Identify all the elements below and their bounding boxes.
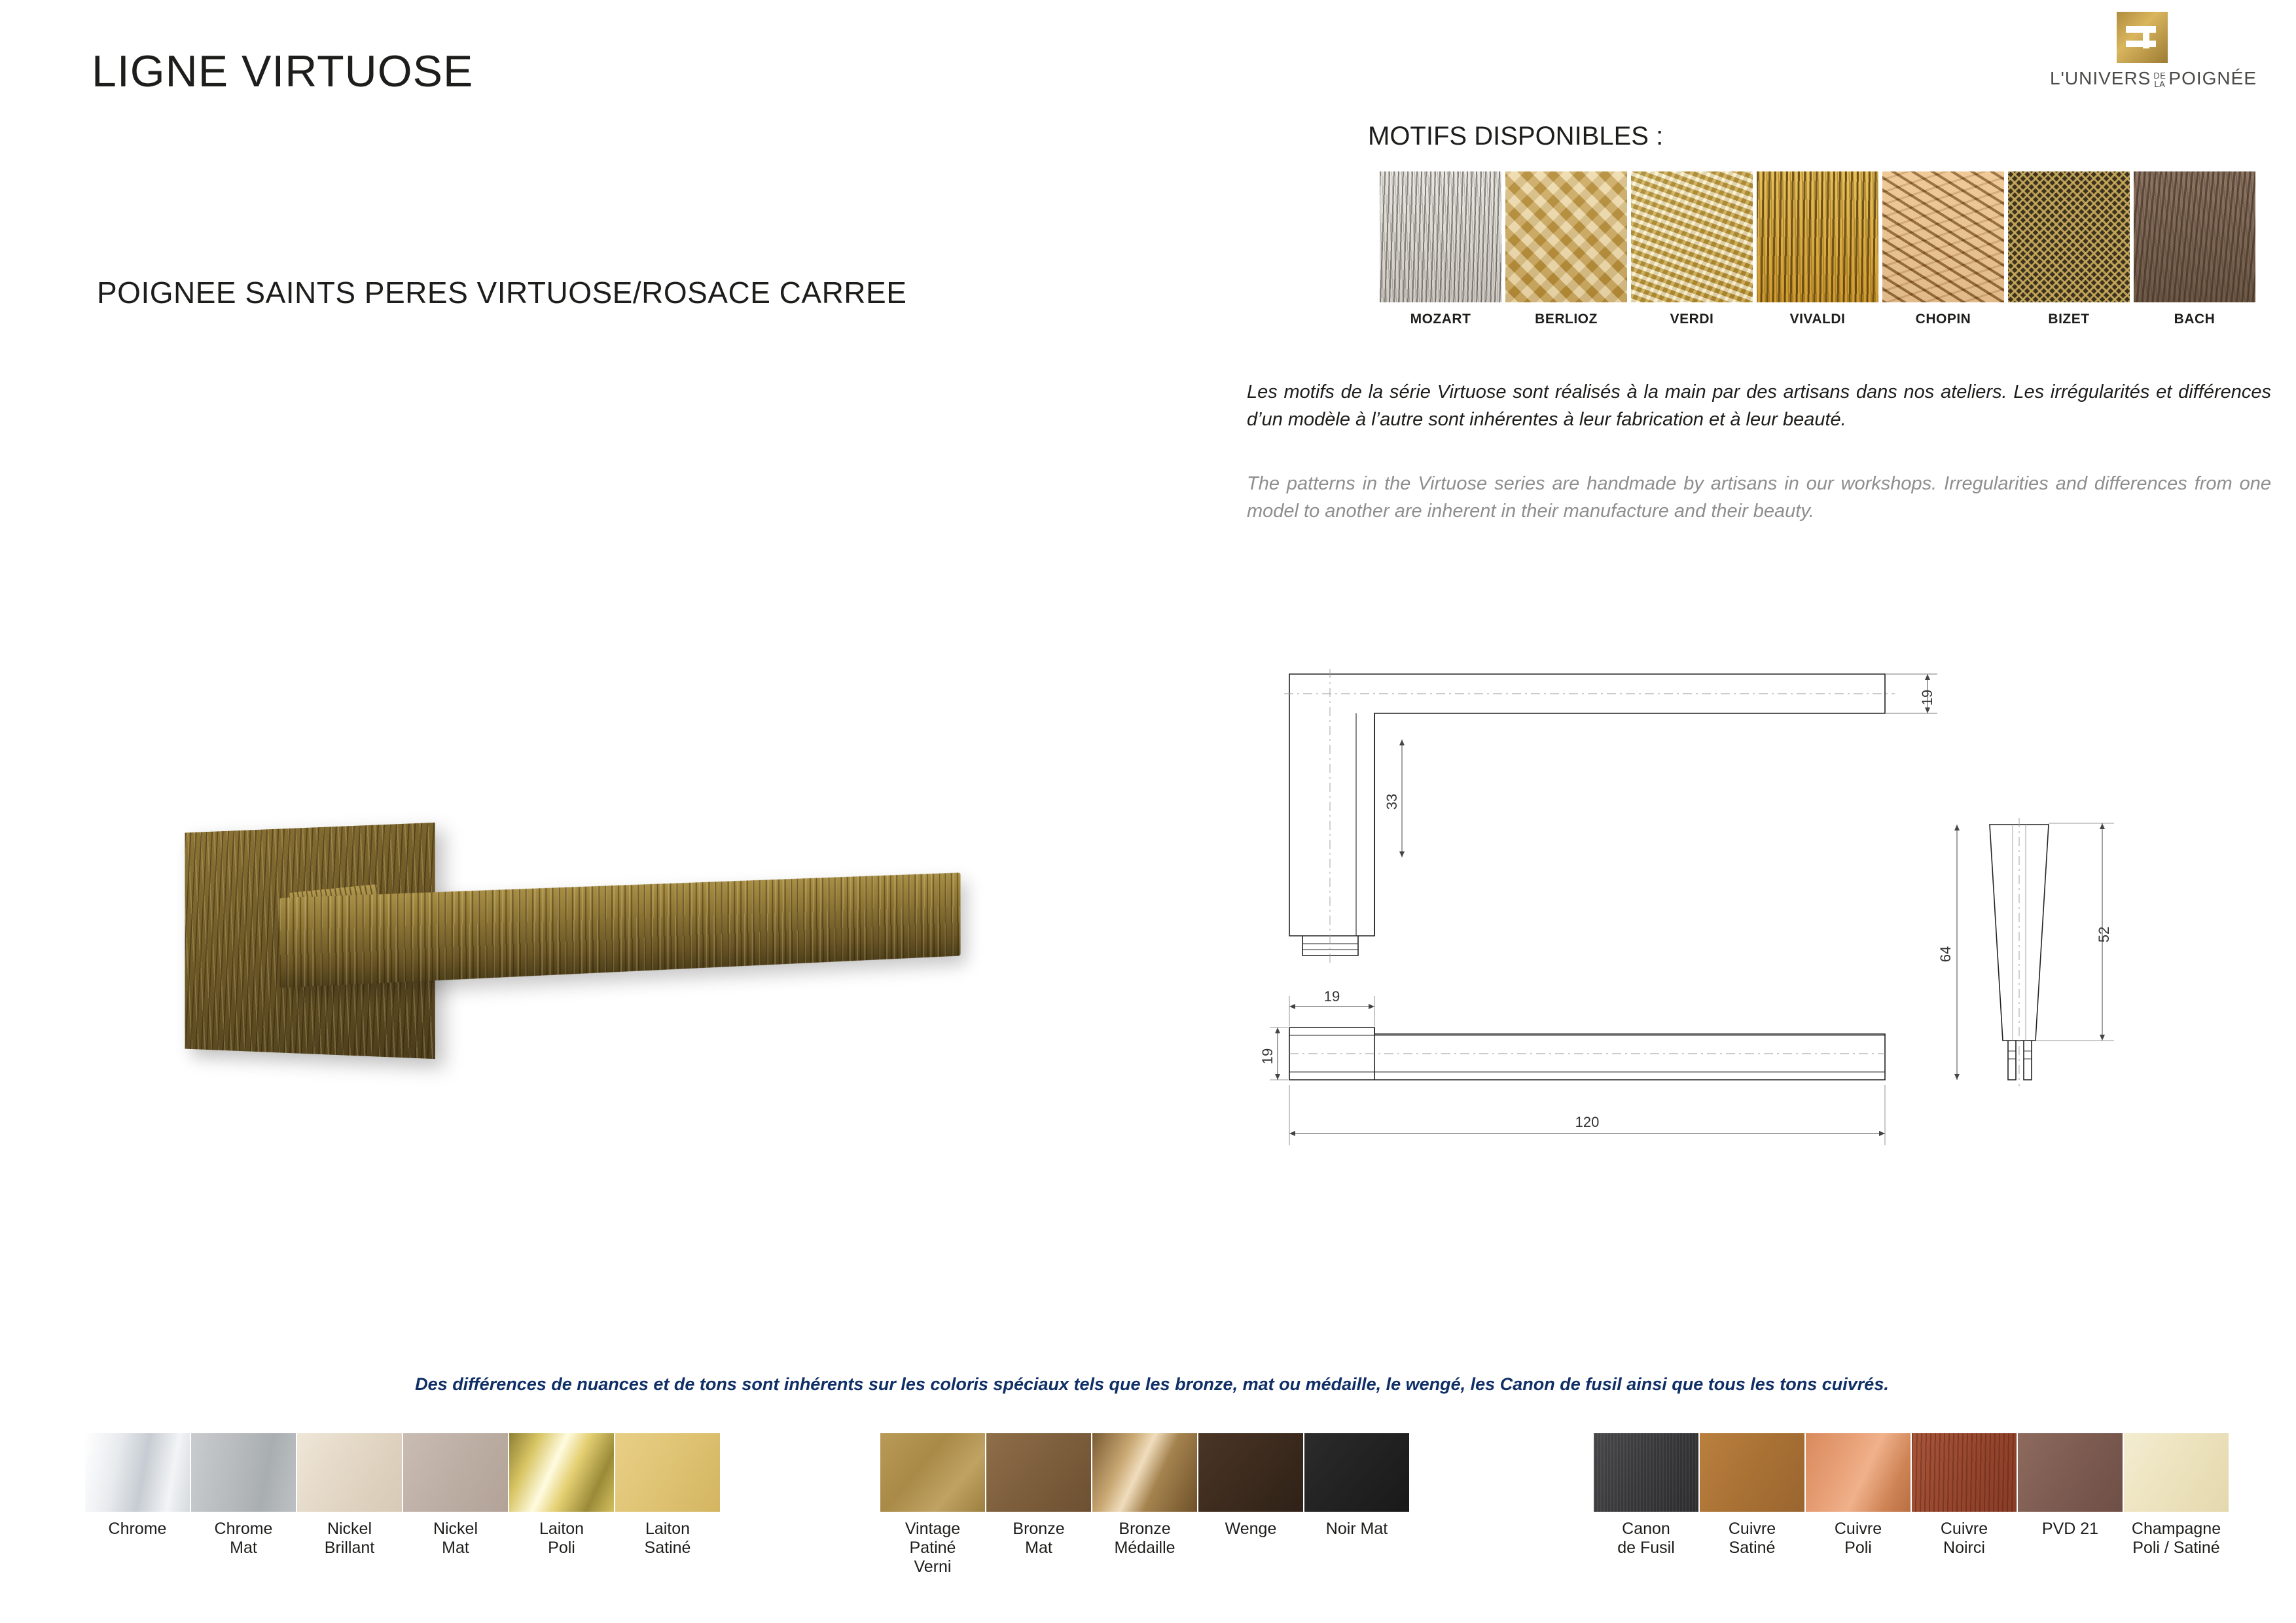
product-photo <box>167 812 985 1086</box>
finish-item <box>1092 1433 1197 1576</box>
motif-label: BERLIOZ <box>1535 312 1598 327</box>
finish-swatch-bronze-medaille <box>1092 1433 1197 1512</box>
finish-label: Champagne Poli / Satiné <box>2131 1520 2221 1557</box>
dim-19-plan-left: 19 <box>1259 1048 1276 1065</box>
dim-19-top: 19 <box>1919 689 1935 706</box>
motif-item <box>1505 171 1627 327</box>
finish-item <box>880 1433 985 1576</box>
finish-label: Cuivre Noirci <box>1940 1520 1988 1557</box>
finish-swatch-champagne <box>2124 1433 2229 1512</box>
motif-item <box>1757 171 1878 327</box>
finish-swatch-wenge <box>1198 1433 1303 1512</box>
brand-logo <box>1982 12 2257 103</box>
dim-64: 64 <box>1937 946 1954 963</box>
motif-item <box>1380 171 1501 327</box>
finish-item <box>1304 1433 1409 1576</box>
dim-19-plan-top: 19 <box>1323 988 1340 1005</box>
finish-item <box>2018 1433 2123 1558</box>
motif-swatch-mozart <box>1380 171 1501 302</box>
finish-label: Nickel Mat <box>433 1520 478 1557</box>
product-title: POIGNEE SAINTS PERES VIRTUOSE/ROSACE CARREE <box>97 276 907 310</box>
logo-wordmark <box>1982 68 2257 89</box>
logo-word-2: POIGNÉE <box>2168 68 2257 88</box>
description-english: The patterns in the Virtuose series are handmade by artisans in our workshops. Irregularities and differences from one model to another are inherent in their manufacture and their beauty. <box>1247 473 2271 522</box>
motif-label: VERDI <box>1670 312 1714 327</box>
finish-item <box>1912 1433 2017 1558</box>
motif-item <box>1882 171 2004 327</box>
dim-120: 120 <box>1575 1114 1600 1130</box>
finish-item <box>615 1433 720 1558</box>
finish-swatch-laiton-satine <box>615 1433 720 1512</box>
motif-label: BACH <box>2174 312 2215 327</box>
finish-item <box>85 1433 190 1558</box>
motif-label: BIZET <box>2048 312 2090 327</box>
finish-swatch-chrome-mat <box>191 1433 296 1512</box>
logo-mark-icon <box>2117 12 2168 63</box>
finish-item <box>403 1433 508 1558</box>
finish-label: Wenge <box>1225 1520 1277 1538</box>
page-title: LIGNE VIRTUOSE <box>92 46 474 96</box>
finish-item <box>1198 1433 1303 1576</box>
finish-label: Nickel Brillant <box>324 1520 375 1557</box>
motif-item <box>1631 171 1753 327</box>
motifs-row <box>1380 171 2255 327</box>
finish-group-standard <box>85 1433 720 1558</box>
finish-swatch-bronze-mat <box>986 1433 1091 1512</box>
finish-swatch-pvd-21 <box>2018 1433 2123 1512</box>
finish-item <box>2124 1433 2229 1558</box>
motif-item <box>2008 171 2130 327</box>
logo-word-small: DE LA <box>2153 70 2166 89</box>
finish-item <box>297 1433 402 1558</box>
dim-52: 52 <box>2096 926 2112 943</box>
finish-label: Canon de Fusil <box>1617 1520 1675 1557</box>
finish-label: Chrome Mat <box>214 1520 273 1557</box>
finish-swatch-laiton-poli <box>509 1433 614 1512</box>
finish-group-special <box>880 1433 1409 1576</box>
finish-item <box>191 1433 296 1558</box>
motif-swatch-chopin <box>1882 171 2004 302</box>
finish-swatch-nickel-mat <box>403 1433 508 1512</box>
finish-label: Vintage Patiné Verni <box>905 1520 961 1576</box>
finish-swatch-noir-mat <box>1304 1433 1409 1512</box>
finish-group-metallic <box>1594 1433 2229 1558</box>
finish-label: Bronze Médaille <box>1114 1520 1175 1557</box>
motif-label: CHOPIN <box>1915 312 1971 327</box>
finish-swatch-vintage-patine-verni <box>880 1433 985 1512</box>
finish-item <box>1806 1433 1910 1558</box>
motifs-section-title: MOTIFS DISPONIBLES : <box>1368 122 1664 151</box>
finish-label: Bronze Mat <box>1013 1520 1065 1557</box>
finish-swatch-canon-de-fusil <box>1594 1433 1698 1512</box>
finish-item <box>986 1433 1091 1576</box>
finish-swatch-chrome <box>85 1433 190 1512</box>
finish-label: Laiton Satiné <box>644 1520 691 1557</box>
finish-label: PVD 21 <box>2041 1520 2099 1538</box>
motif-label: VIVALDI <box>1789 312 1846 327</box>
motif-label: MOZART <box>1410 312 1471 327</box>
dim-33: 33 <box>1384 793 1400 810</box>
finish-label: Noir Mat <box>1325 1520 1388 1538</box>
motif-swatch-bach <box>2134 171 2255 302</box>
technical-drawing <box>1259 661 2225 1230</box>
motif-swatch-berlioz <box>1505 171 1627 302</box>
finish-note: Des différences de nuances et de tons sont inhérents sur les coloris spéciaux tels que les bronze, mat ou médaille, le wengé, les Canon de fusil ainsi que tous les tons cuivrés. <box>415 1374 1889 1394</box>
finish-swatch-cuivre-poli <box>1806 1433 1910 1512</box>
finish-label: Laiton Poli <box>539 1520 584 1557</box>
description-french: Les motifs de la série Virtuose sont réalisés à la main par des artisans dans nos ateliers. Les irrégularités et différences d’un modèle à l’autre sont inhérentes à leur fabrication et à leur beauté. <box>1247 382 2271 431</box>
finish-label: Cuivre Satiné <box>1728 1520 1776 1557</box>
finish-label: Cuivre Poli <box>1834 1520 1882 1557</box>
finish-swatch-nickel-brillant <box>297 1433 402 1512</box>
finish-item <box>1700 1433 1804 1558</box>
finish-item <box>509 1433 614 1558</box>
motif-swatch-verdi <box>1631 171 1753 302</box>
motif-swatch-vivaldi <box>1757 171 1878 302</box>
logo-word-1: L'UNIVERS <box>2049 68 2151 88</box>
finish-label: Chrome <box>108 1520 167 1538</box>
motif-swatch-bizet <box>2008 171 2130 302</box>
finish-swatch-cuivre-satine <box>1700 1433 1804 1512</box>
finish-item <box>1594 1433 1698 1558</box>
motif-item <box>2134 171 2255 327</box>
finish-swatch-cuivre-noirci <box>1912 1433 2017 1512</box>
